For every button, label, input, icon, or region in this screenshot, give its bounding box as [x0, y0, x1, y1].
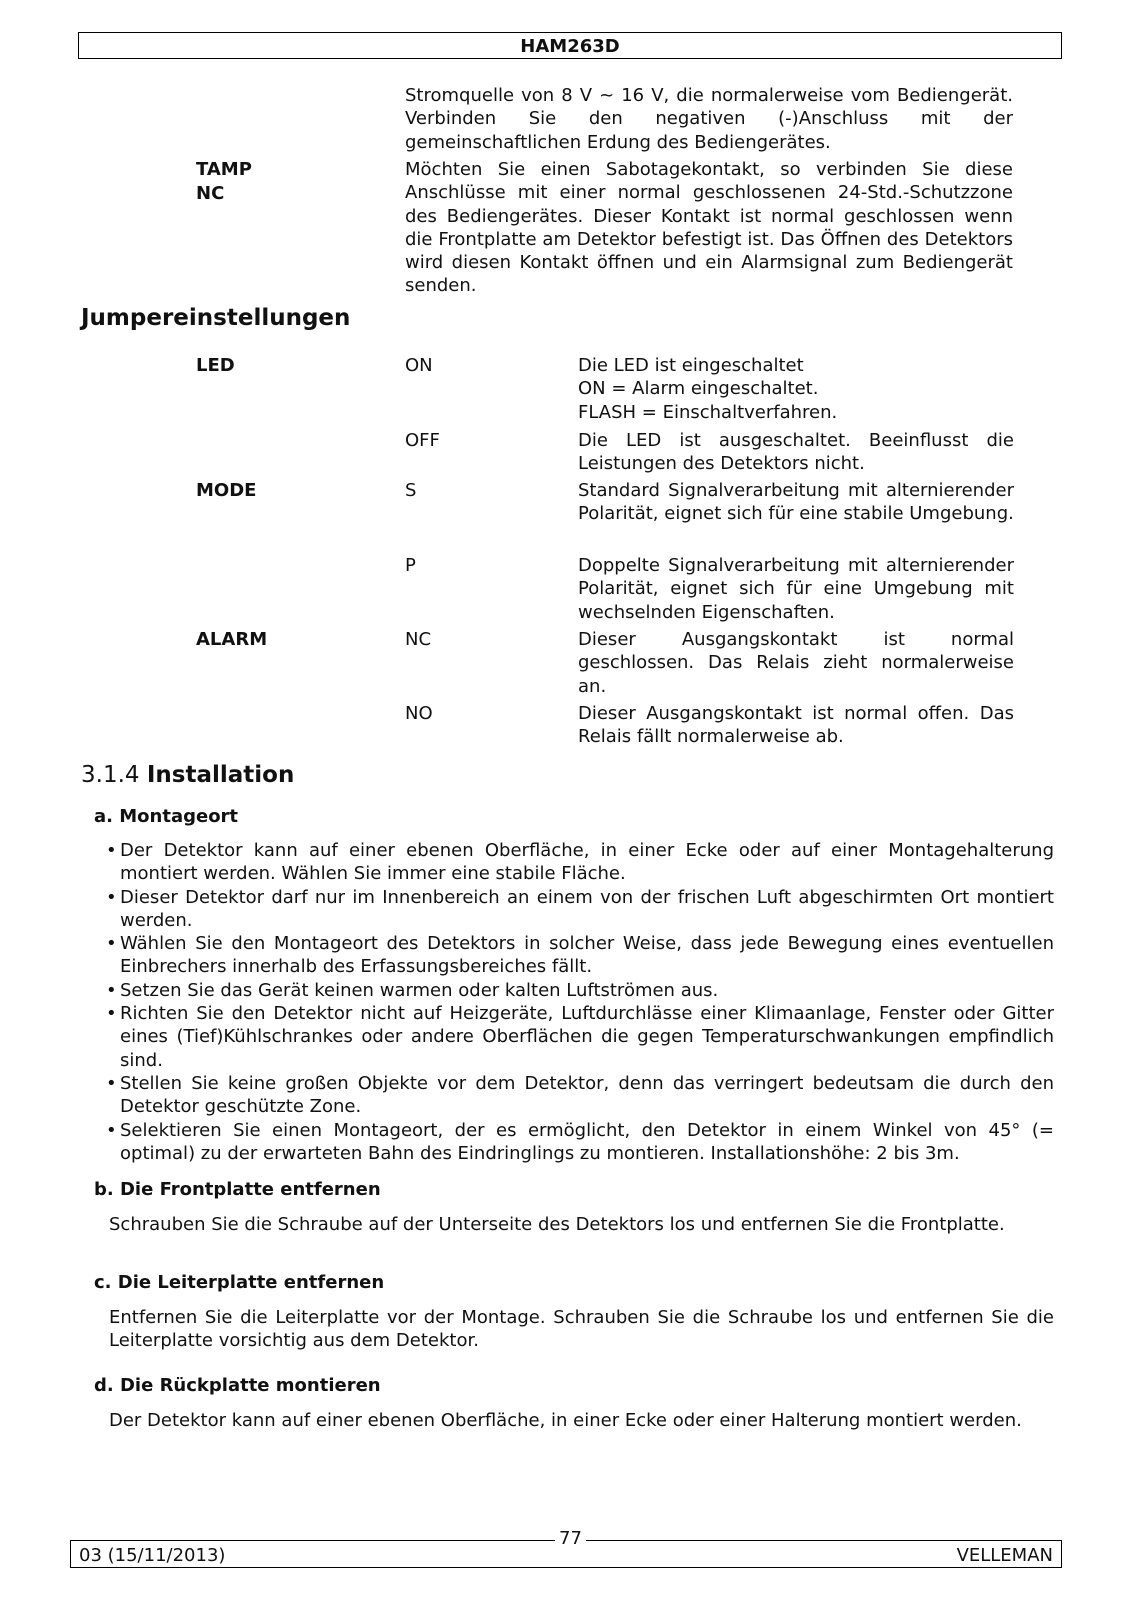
jumper-setting-nc: NC	[405, 629, 432, 650]
jumper-desc-mode-p: Doppelte Signalverarbeitung mit alternierender Polarität, eignet sich für eine Umgebung mit wechselnden Eigenschaften.	[578, 555, 1014, 623]
jumper-desc-led-off: Die LED ist ausgeschaltet. Beeinflusst die Leistungen des Detektors nicht.	[578, 430, 1014, 475]
tamp-description: Möchten Sie einen Sabotagekontakt, so verbinden Sie diese Anschlüsse mit einer normal geschlossenen 24-Std.-Schutzzone des Bediengerätes. Dieser Kontakt ist normal geschlossen wenn die Frontplatte am Detektor befestigt ist. Das Öffnen des Detektors wird diesen Kontakt öffnen und ein Alarmsignal zum Bediengerät senden.	[405, 159, 1013, 297]
jumper-desc-alarm-nc: Dieser Ausgangskontakt ist normal geschlossen. Das Relais zieht normalerweise an.	[578, 629, 1014, 697]
jumper-desc-alarm-no: Dieser Ausgangskontakt ist normal offen. Das Relais fällt normalerweise ab.	[578, 703, 1014, 748]
montageort-list	[106, 839, 1054, 1165]
jumper-setting-no: NO	[405, 703, 433, 724]
jumper-label-alarm: ALARM	[196, 629, 268, 650]
page-header	[78, 32, 1062, 59]
jumper-setting-on: ON	[405, 355, 433, 376]
list-item: • Dieser Detektor darf nur im Innenbereich an einem von der frischen Luft abgeschirmten Ort montiert werden.	[106, 886, 1054, 933]
jumper-setting-off: OFF	[405, 430, 440, 451]
subheading-a: a. Montageort	[94, 806, 239, 827]
list-item: • Setzen Sie das Gerät keinen warmen oder kalten Luftströmen aus.	[106, 979, 1054, 1002]
list-item: • Stellen Sie keine großen Objekte vor dem Detektor, denn das verringert bedeutsam die durch den Detektor geschützte Zone.	[106, 1072, 1054, 1119]
model-name: HAM263D	[520, 36, 620, 57]
jumper-heading: Jumpereinstellungen	[81, 305, 351, 331]
leiterplatte-text: Entfernen Sie die Leiterplatte vor der Montage. Schrauben Sie die Schraube los und entfernen Sie die Leiterplatte vorsichtig aus dem Detektor.	[109, 1307, 1054, 1352]
jumper-setting-s: S	[405, 480, 417, 501]
list-item: • Wählen Sie den Montageort des Detektors in solcher Weise, dass jede Bewegung eines eventuellen Einbrechers innerhalb des Erfassungsbereiches fällt.	[106, 932, 1054, 979]
jumper-label-led: LED	[196, 355, 235, 376]
led-on-line-2: ON = Alarm eingeschaltet.	[578, 378, 819, 400]
footer-version: 03 (15/11/2013)	[79, 1545, 226, 1566]
tamp-label: TAMP	[196, 159, 252, 180]
section-number: 3.1.4	[81, 762, 140, 788]
rueckplatte-text: Der Detektor kann auf einer ebenen Oberfläche, in einer Ecke oder einer Halterung montiert werden.	[109, 1410, 1022, 1431]
led-on-line-1: Die LED ist eingeschaltet	[578, 355, 804, 376]
installation-heading	[81, 762, 294, 788]
led-on-line-3: FLASH = Einschaltverfahren.	[578, 401, 838, 423]
list-item: • Der Detektor kann auf einer ebenen Oberfläche, in einer Ecke oder auf einer Montagehalterung montiert werden. Wählen Sie immer eine stabile Fläche.	[106, 839, 1054, 886]
jumper-desc-mode-s: Standard Signalverarbeitung mit alternierender Polarität, eignet sich für eine stabile Umgebung.	[578, 480, 1014, 525]
footer-brand: VELLEMAN	[956, 1545, 1053, 1566]
page-number: 77	[555, 1527, 586, 1550]
subheading-d: d. Die Rückplatte montieren	[94, 1375, 381, 1396]
jumper-desc-led-on	[578, 354, 1014, 424]
nc-label: NC	[196, 183, 225, 204]
page-footer	[70, 1528, 1062, 1568]
power-source-text: Stromquelle von 8 V ~ 16 V, die normalerweise vom Bediengerät. Verbinden Sie den negativen (-)Anschluss mit der gemeinschaftlichen Erdung des Bediengerätes.	[405, 85, 1013, 153]
subheading-c: c. Die Leiterplatte entfernen	[94, 1272, 385, 1293]
list-item: • Richten Sie den Detektor nicht auf Heizgeräte, Luftdurchlässe einer Klimaanlage, Fenster oder Gitter eines (Tief)Kühlschrankes oder andere Oberflächen die gegen Temperaturschwankungen empfindlich sind.	[106, 1002, 1054, 1072]
list-item: • Selektieren Sie einen Montageort, der es ermöglicht, den Detektor in einem Winkel von 45° (= optimal) zu der erwarteten Bahn des Eindringlings zu montieren. Installationshöhe: 2 bis 3m.	[106, 1119, 1054, 1166]
frontplatte-text: Schrauben Sie die Schraube auf der Unterseite des Detektors los und entfernen Sie die Frontplatte.	[109, 1214, 1005, 1235]
jumper-setting-p: P	[405, 555, 416, 576]
section-title: Installation	[146, 762, 295, 788]
jumper-label-mode: MODE	[196, 480, 257, 501]
subheading-b: b. Die Frontplatte entfernen	[94, 1179, 381, 1200]
